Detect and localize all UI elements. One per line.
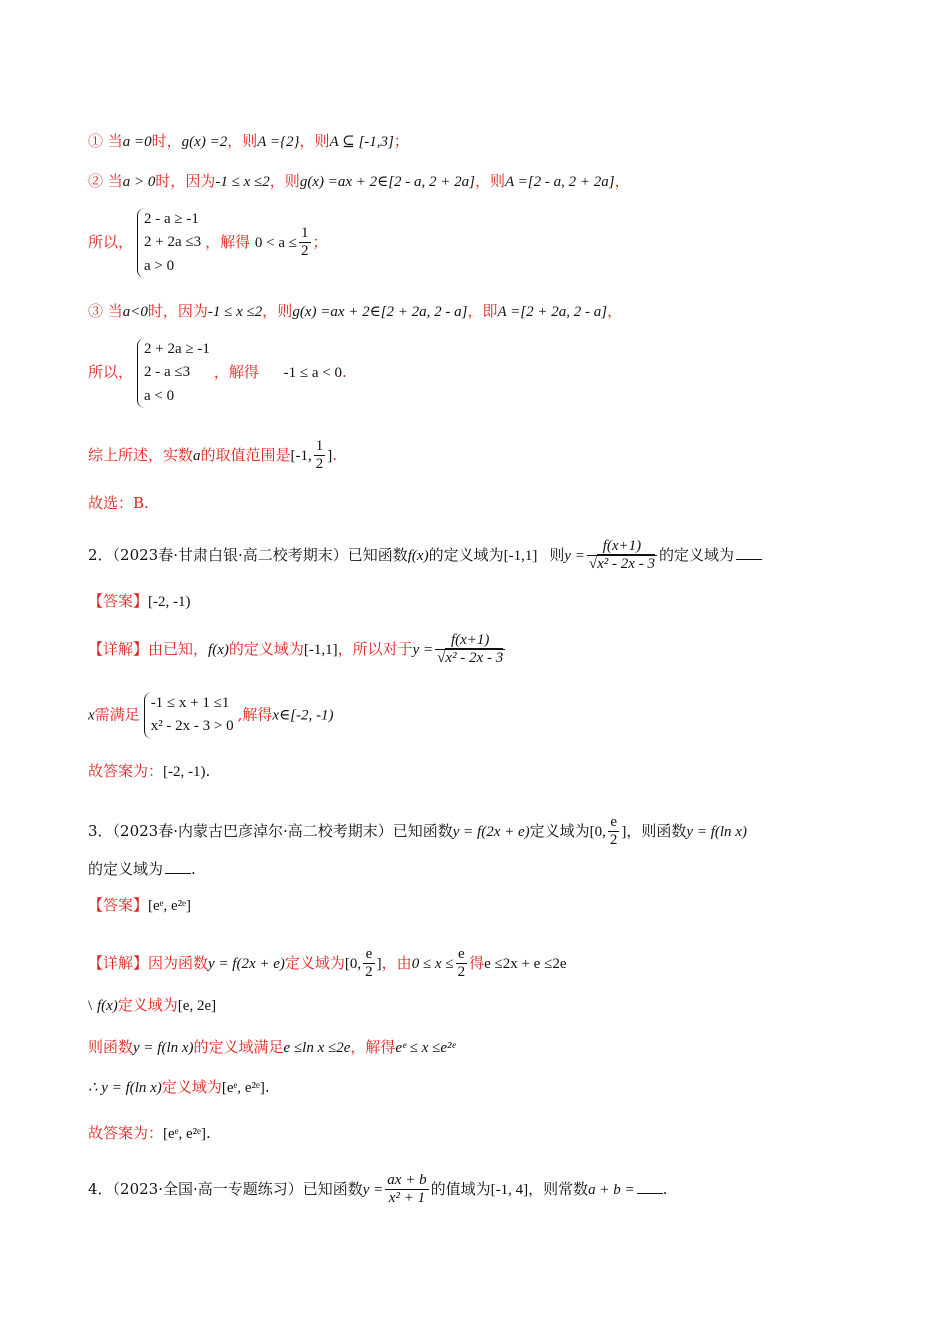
fraction-e-half: $\frac{e}{2}$ [457,946,466,981]
case2-line: ② 当a > 0时，因为-1 ≤ x ≤2，则g(x) =ax + 2∈[2 - a, 2 + 2a]，则A =[2 - a, 2 + 2a]， [88,172,630,190]
fraction-q2-detail: $\frac{f(x+1)}{\text{√x² - 2x - 3}}$ [437,632,504,667]
q2-detail: 【详解】由已知，f(x)的定义域为[-1,1]，所以对于y = $\frac{f(x+1)}{\text{√x² - 2x - 3}}$ [88,632,504,667]
system-brace: 2 + 2a ≥ -1 2 - a ≤3 a < 0 [137,338,210,408]
q3-detail-line3: 则函数y = f(ln x)的定义域满足e ≤ln x ≤2e，解得eᵉ ≤ x ≤e²ᵉ [88,1038,456,1056]
q3-final: 故答案为：[eᵉ, e²ᵉ]. [88,1124,211,1142]
fraction-q4: $\frac{ax + b}{\text{x² + 1}}$ [387,1172,427,1207]
q3-stem: 3．（2023春·内蒙古巴彦淖尔·高二校考期末）已知函数y = f(2x + e)定义域为[0, $\frac{e}{2}$ ]，则函数y = f(ln x) [88,814,747,849]
q3-detail: 【详解】因为函数y = f(2x + e)定义域为[0, $\frac{e}{2}$ ]，由0 ≤ x ≤ $\frac{e}{2}$ 得e ≤2x + e ≤2e [88,946,567,981]
q3-answer: 【答案】[eᵉ, e²ᵉ] [88,896,192,914]
summary-line: 综上所述，实数a的取值范围是[-1, $\frac{1}{2}$ ]. [88,438,338,473]
q3-detail-line2: \ f(x)定义域为[e, 2e] [88,996,217,1014]
fraction-e-half: $\frac{e}{2}$ [365,946,373,981]
fraction-half: $\frac{1}{2}$ [315,438,324,473]
q3-stem-line2: 的定义域为 . [88,860,196,878]
answer-blank [736,559,762,560]
choice-line: 故选：B. [88,494,149,512]
fraction-q2: $\frac{f(x+1)}{\text{√x² - 2x - 3}}$ [588,538,655,573]
q2-answer: 【答案】[-2, -1) [88,592,191,610]
q3-detail-line4: ∴ y = f(ln x)定义域为[eᵉ, e²ᵉ]. [88,1078,270,1096]
case3-line: ③ 当a<0时，因为-1 ≤ x ≤2，则g(x) =ax + 2∈[2 + 2a, 2 - a]，即A =[2 + 2a, 2 - a]， [88,302,623,320]
case3-system: 所以， 2 + 2a ≥ -1 2 - a ≤3 a < 0 ，解得 -1 ≤ a < 0. [88,338,347,408]
answer-blank [637,1193,663,1194]
q4-stem: 4．（2023·全国·高一专题练习）已知函数y = $\frac{ax + b}{\text{x² + 1}}$ 的值域为[-1, 4]，则常数a + b = . [88,1172,668,1207]
q2-stem: 2．（2023春·甘肃白银·高二校考期末）已知函数f(x)的定义域为[-1,1] 则y = $\frac{f(x+1)}{\text{√x² - 2x - 3}}$ 的定义域为 [88,538,762,574]
fraction-e-half: $\frac{e}{2}$ [609,814,618,849]
answer-blank [165,873,191,874]
case2-system: 所以， 2 - a ≥ -1 2 + 2a ≤3 a > 0 ，解得 0 < a ≤ $\frac{1}{2}$ ； [88,208,328,278]
case1-line: ① 当a =0时，g(x) =2，则A ={2}，则A ⊆ [-1,3]； [88,132,409,150]
fraction-half: $\frac{1}{2}$ [301,225,309,260]
q2-final: 故答案为：[-2, -1). [88,762,211,780]
system-brace: 2 - a ≥ -1 2 + 2a ≤3 a > 0 [137,208,201,278]
q2-system: x需满足 -1 ≤ x + 1 ≤1 x² - 2x - 3 > 0 ,解得x∈[-2, -1) [88,692,334,739]
system-brace: -1 ≤ x + 1 ≤1 x² - 2x - 3 > 0 [144,692,234,739]
